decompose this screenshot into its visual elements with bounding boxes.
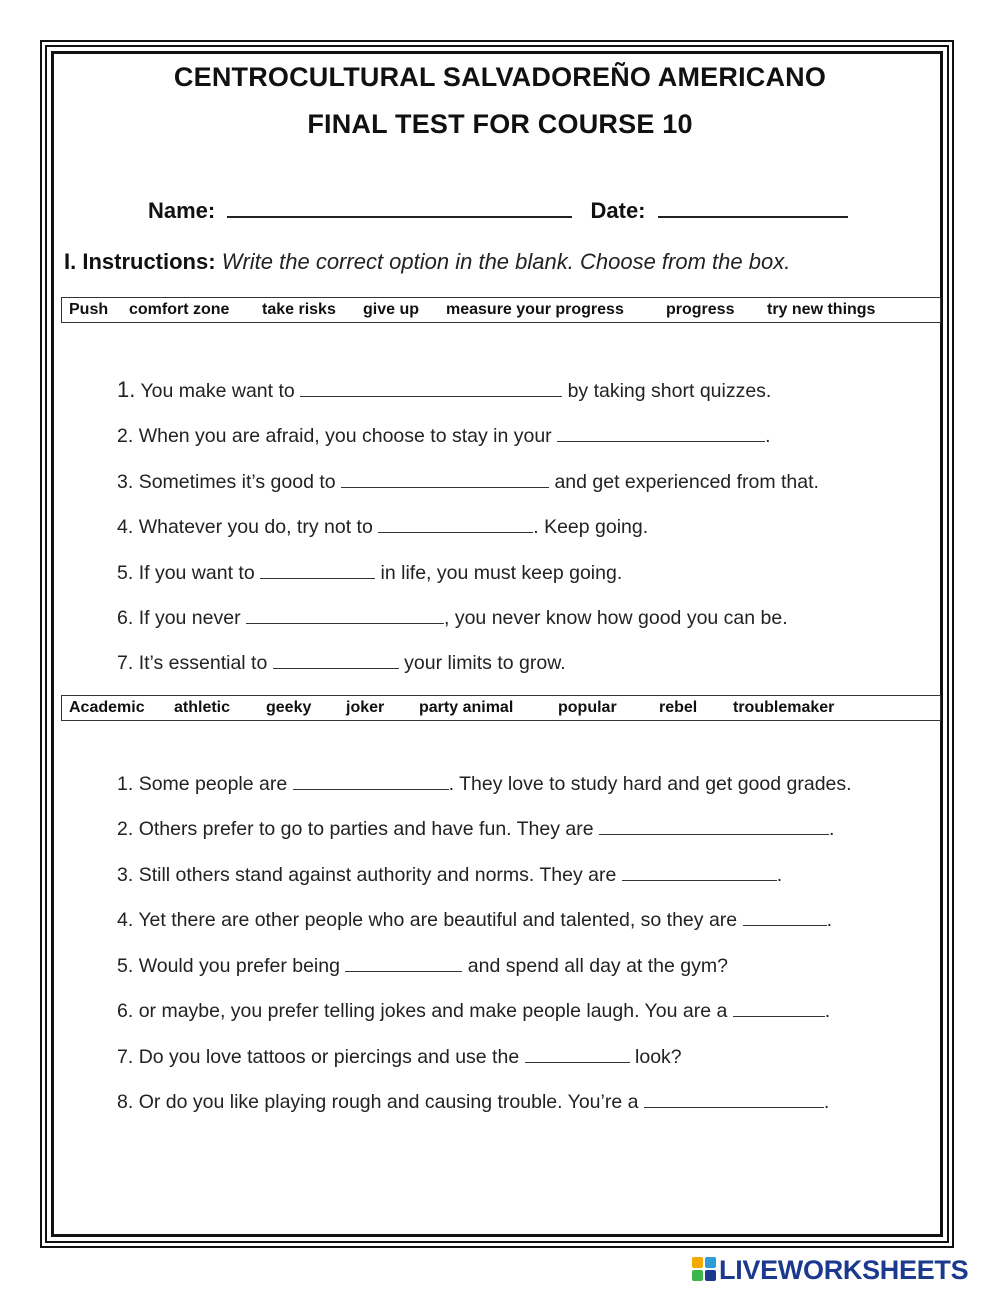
question-1-3: [117, 471, 819, 494]
question-text: .: [823, 1091, 830, 1113]
answer-blank[interactable]: [341, 471, 549, 488]
question-number: 6.: [117, 1000, 134, 1022]
word-box-2: [61, 695, 941, 721]
question-text: It’s essential to: [138, 652, 268, 674]
question-1-4: [117, 516, 648, 539]
name-field[interactable]: [227, 198, 572, 218]
word-option: athletic: [174, 699, 231, 716]
question-text: Yet there are other people who are beautiful and talented, so they are: [138, 909, 738, 931]
date-label: Date:: [590, 198, 646, 223]
question-2-4: [117, 909, 832, 932]
question-text: look?: [635, 1046, 682, 1068]
instructions-label: I. Instructions:: [64, 249, 216, 274]
word-option: progress: [666, 301, 735, 318]
question-text: and get experienced from that.: [554, 471, 819, 493]
question-2-3: [117, 864, 782, 887]
question-number: 1.: [117, 773, 134, 795]
question-number: 3.: [117, 471, 134, 493]
word-box-1: [61, 297, 941, 323]
question-text: Do you love tattoos or piercings and use the: [138, 1046, 520, 1068]
answer-blank[interactable]: [644, 1091, 824, 1108]
answer-blank[interactable]: [743, 909, 827, 926]
answer-blank[interactable]: [733, 1000, 825, 1017]
date-field[interactable]: [658, 198, 848, 218]
word-option: Push: [69, 301, 109, 318]
question-number: 1.: [117, 377, 136, 402]
answer-blank[interactable]: [273, 652, 399, 669]
question-2-5: [117, 955, 728, 978]
question-text: .: [776, 864, 783, 886]
question-number: 3.: [117, 864, 134, 886]
question-text: , you never know how good you can be.: [444, 607, 788, 629]
word-option: popular: [558, 699, 617, 716]
answer-blank[interactable]: [260, 562, 375, 579]
question-text: . They love to study hard and get good grades.: [448, 773, 852, 795]
answer-blank[interactable]: [622, 864, 777, 881]
question-number: 4.: [117, 909, 134, 931]
instructions-text: Write the correct option in the blank. Choose from the box.: [221, 249, 791, 274]
question-2-8: [117, 1091, 829, 1114]
question-number: 5.: [117, 562, 134, 584]
question-text: by taking short quizzes.: [567, 380, 772, 402]
word-option: joker: [346, 699, 385, 716]
answer-blank[interactable]: [300, 380, 562, 397]
answer-blank[interactable]: [557, 425, 765, 442]
question-number: 4.: [117, 516, 134, 538]
instructions: [64, 249, 790, 275]
question-number: 8.: [117, 1091, 134, 1113]
word-option: take risks: [262, 301, 336, 318]
liveworksheets-wordmark: LIVEWORKSHEETS: [719, 1255, 969, 1285]
question-text: Would you prefer being: [138, 955, 340, 977]
question-text: your limits to grow.: [404, 652, 566, 674]
name-label: Name:: [148, 198, 216, 223]
answer-blank[interactable]: [345, 955, 462, 972]
test-title: FINAL TEST FOR COURSE 10: [307, 109, 693, 139]
question-text: in life, you must keep going.: [380, 562, 623, 584]
answer-blank[interactable]: [599, 818, 829, 835]
question-text: Whatever you do, try not to: [138, 516, 373, 538]
question-number: 2.: [117, 818, 134, 840]
student-info-row: [148, 198, 848, 224]
question-text: Others prefer to go to parties and have fun. They are: [138, 818, 594, 840]
word-option: measure your progress: [446, 301, 624, 318]
question-number: 6.: [117, 607, 134, 629]
question-text: .: [829, 818, 835, 840]
institution-title: CENTROCULTURAL SALVADOREÑO AMERICANO: [173, 62, 827, 92]
question-2-2: [117, 818, 834, 841]
word-option: rebel: [659, 699, 698, 716]
word-option: try new things: [767, 301, 876, 318]
question-2-6: [117, 1000, 830, 1023]
answer-blank[interactable]: [525, 1046, 630, 1063]
word-option: give up: [363, 301, 420, 318]
question-text: Sometimes it’s good to: [138, 471, 336, 493]
question-1-5: [117, 562, 622, 585]
question-text: If you want to: [138, 562, 255, 584]
answer-blank[interactable]: [246, 607, 444, 624]
question-1-1: [117, 377, 771, 403]
word-option: geeky: [266, 699, 312, 716]
word-option: Academic: [69, 699, 145, 716]
question-text: Or do you like playing rough and causing trouble. You’re a: [138, 1091, 639, 1113]
question-2-7: [117, 1046, 682, 1069]
question-2-1: [117, 773, 852, 796]
word-option: party animal: [419, 699, 514, 716]
question-text: .: [826, 909, 832, 931]
word-option: comfort zone: [129, 301, 230, 318]
question-number: 2.: [117, 425, 134, 447]
question-1-7: [117, 652, 566, 675]
word-option: troublemaker: [733, 699, 835, 716]
question-number: 5.: [117, 955, 134, 977]
question-text: and spend all day at the gym?: [467, 955, 728, 977]
liveworksheets-icon: [692, 1257, 716, 1281]
question-text: .: [765, 425, 771, 447]
question-text: If you never: [138, 607, 241, 629]
question-text: Still others stand against authority and norms. They are: [138, 864, 617, 886]
question-number: 7.: [117, 652, 134, 674]
question-number: 7.: [117, 1046, 134, 1068]
question-text: . Keep going.: [533, 516, 649, 538]
question-text: or maybe, you prefer telling jokes and make people laugh. You are a: [138, 1000, 728, 1022]
question-1-2: [117, 425, 771, 448]
question-text: Some people are: [138, 773, 288, 795]
question-text: .: [824, 1000, 831, 1022]
question-text: You make want to: [140, 380, 295, 402]
answer-blank[interactable]: [378, 516, 533, 533]
answer-blank[interactable]: [293, 773, 449, 790]
question-1-6: [117, 607, 788, 630]
question-text: When you are afraid, you choose to stay in your: [138, 425, 552, 447]
